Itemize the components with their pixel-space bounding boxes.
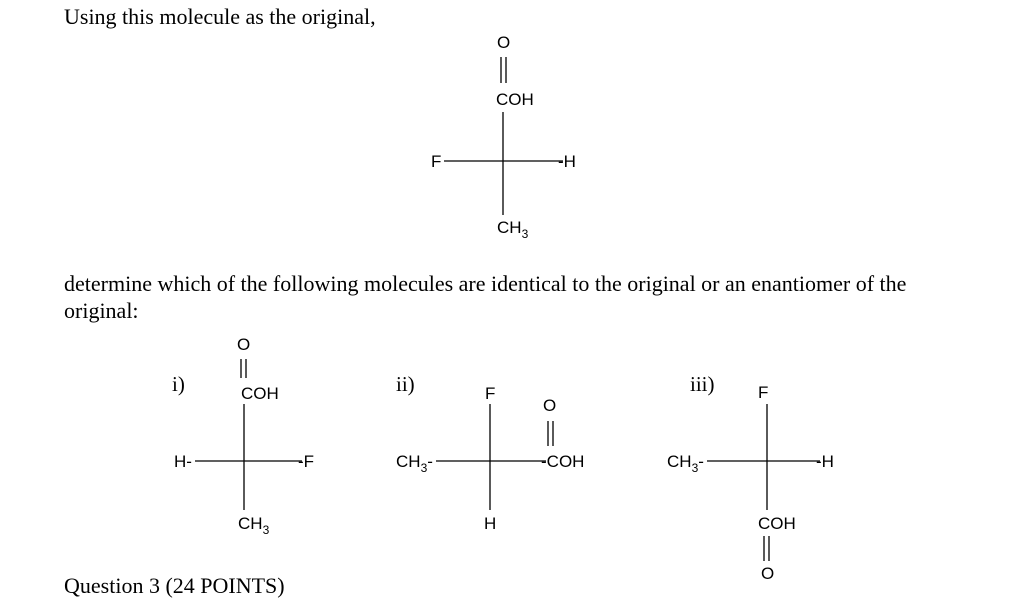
intro-text: Using this molecule as the original, [64, 4, 376, 29]
original-bottom-group: $CH_3$ [497, 218, 529, 241]
option-ii-top-group: F [485, 384, 496, 403]
original-right-group: -H [558, 152, 576, 171]
option-i-left-group: H- [174, 452, 192, 471]
original-carbonyl-oxygen: O [497, 33, 511, 52]
option-iii-left-group: $CH_3-$ [667, 452, 704, 475]
option-iii-bottom-group: COH [758, 514, 796, 533]
option-iii-carbonyl-oxygen: O [761, 564, 775, 583]
option-ii-right-group: -COH [541, 452, 585, 471]
option-i-bottom-group: $CH_3$ [238, 514, 270, 537]
option-ii-bottom-group: H [484, 514, 497, 533]
option-iii-label: iii) [690, 372, 715, 396]
option-i-molecule [174, 335, 314, 537]
option-ii-label: ii) [396, 372, 415, 396]
option-iii-right-group: -H [816, 452, 834, 471]
option-ii-carbonyl-oxygen: O [543, 396, 557, 415]
original-top-group: COH [496, 90, 534, 109]
option-i-carbonyl-oxygen: O [237, 335, 251, 354]
option-i-top-group: COH [241, 384, 279, 403]
option-iii-molecule [667, 383, 834, 583]
option-i-right-group: -F [298, 452, 315, 471]
original-molecule [431, 33, 576, 241]
original-left-group: F [431, 152, 442, 171]
next-question-heading-cut-off: Question 3 (24 POINTS) [64, 573, 285, 598]
option-iii-top-group: F [758, 383, 769, 402]
question-text: determine which of the following molecules are identical to the original or an enantiomer of the original: [64, 271, 907, 323]
option-i-label: i) [172, 372, 185, 396]
option-ii-molecule [396, 384, 584, 533]
option-ii-left-group: $CH_3-$ [396, 452, 433, 475]
